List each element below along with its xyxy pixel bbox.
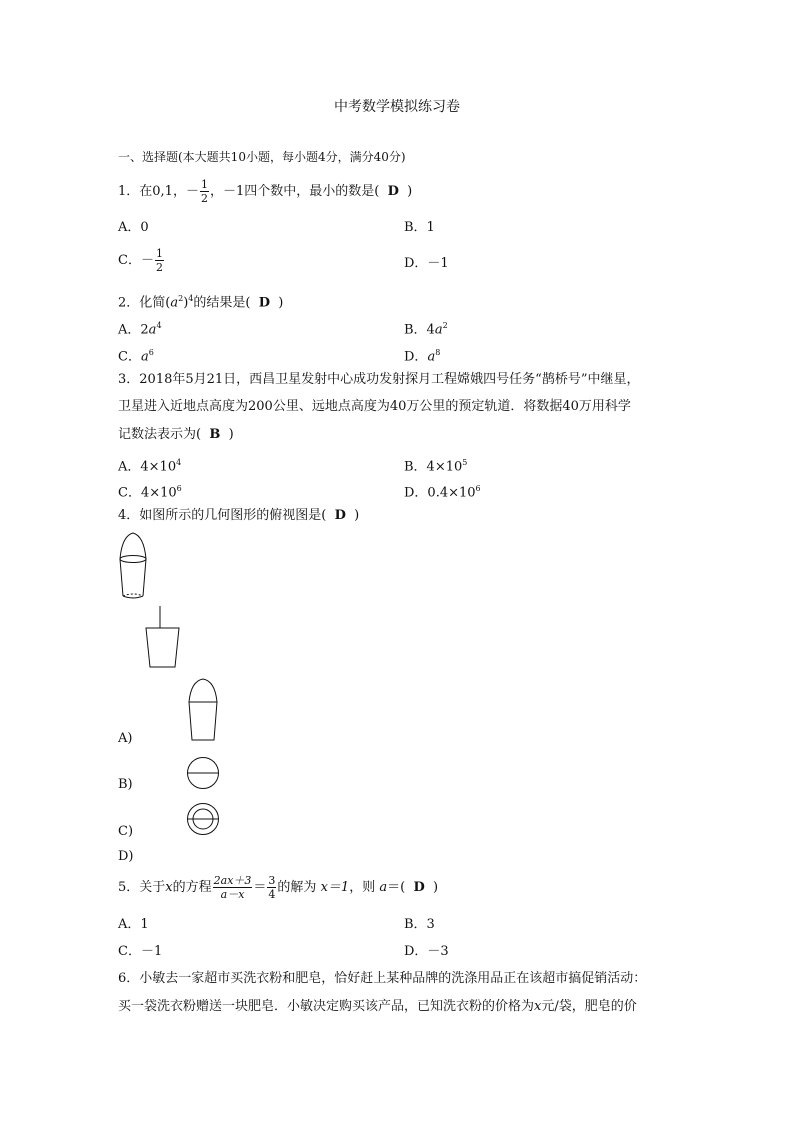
option-a-label: A) [118, 731, 133, 746]
question-4-stem: 4．如图所示的几何图形的俯视图是( D ) [118, 508, 360, 523]
option-c-figure [186, 802, 222, 838]
question-5-stem: 5．关于x的方程 $\frac{2ax+3}{a-x}$ ＝ $\frac{3}{4}$ 的解为 x＝1，则 a＝( D ) [118, 874, 439, 901]
equation-fraction-right: $\frac{3}{4}$ [268, 874, 276, 901]
question-3-line-1: 3．2018年5月21日，西昌卫星发射中心成功发射探月工程嫦娥四号任务“鹊桥号”中继星， [118, 372, 640, 387]
option-c-label: C) [118, 824, 134, 839]
question-2-stem: 2．化简$(a^2)^4$的结果是( D ) [118, 294, 284, 311]
answer-5: D [413, 880, 425, 895]
question-1-stem: 1．在0,1，－ $\frac{1}{2}$ ，－1四个数中，最小的数是( D ) [118, 178, 413, 205]
q5-option-d: D．－3 [404, 944, 449, 959]
q5-option-b: B．3 [404, 917, 435, 932]
q3-option-d: D．$0.4\times 10^6$ [404, 484, 481, 501]
answer-2: D [258, 295, 270, 311]
option-b-figure [186, 756, 222, 792]
q1-option-c: C．－ $\frac{1}{2}$ [118, 247, 163, 274]
answer-1: D [387, 184, 399, 199]
option-a-figure [186, 678, 222, 744]
fraction: $\frac{1}{2}$ [200, 178, 208, 205]
answer-3: B [209, 427, 221, 442]
option-d-label: D) [118, 849, 134, 864]
answer-4: D [334, 508, 346, 523]
solid-figure [112, 532, 162, 604]
q3-option-b: B．$4\times 10^5$ [404, 458, 468, 475]
equation-fraction-left: $\frac{2ax+3}{a-x}$ [213, 874, 252, 901]
option-b-label: B) [118, 777, 133, 792]
q2-option-d: D．$a^8$ [404, 348, 441, 365]
question-3-line-2: 卫星进入近地点高度为200公里、远地点高度为40万公里的预定轨道．将数据40万用科学 [118, 399, 631, 414]
question-3-line-3: 记数法表示为( B ) [118, 427, 234, 442]
q2-option-c: C．$a^6$ [118, 348, 154, 365]
fraction: $\frac{1}{2}$ [155, 247, 163, 274]
frustum-view-figure [144, 606, 184, 670]
question-6-line-2: 买一袋洗衣粉赠送一块肥皂．小敏决定购买该产品，已知洗衣粉的价格为x元/袋，肥皂的价 [118, 999, 637, 1014]
q5-option-c: C．－1 [118, 944, 163, 959]
page-title: 中考数学模拟练习卷 [334, 99, 460, 115]
question-6-line-1: 6．小敏去一家超市买洗衣粉和肥皂，恰好赶上某种品牌的洗涤用品正在该超市搞促销活动： [118, 971, 647, 986]
q2-option-a: A．$2a^4$ [118, 321, 162, 338]
q1-option-d: D．－1 [404, 256, 449, 271]
q3-option-a: A．$4\times 10^4$ [118, 458, 182, 475]
q2-option-b: B．$4a^2$ [404, 321, 448, 338]
q5-option-a: A．1 [118, 917, 149, 932]
q3-option-c: C．$4\times 10^6$ [118, 484, 182, 501]
section-heading: 一、选择题(本大题共10小题，每小题4分，满分40分) [118, 150, 406, 164]
q1-option-b: B．1 [404, 220, 435, 235]
q1-option-a: A．0 [118, 220, 149, 235]
